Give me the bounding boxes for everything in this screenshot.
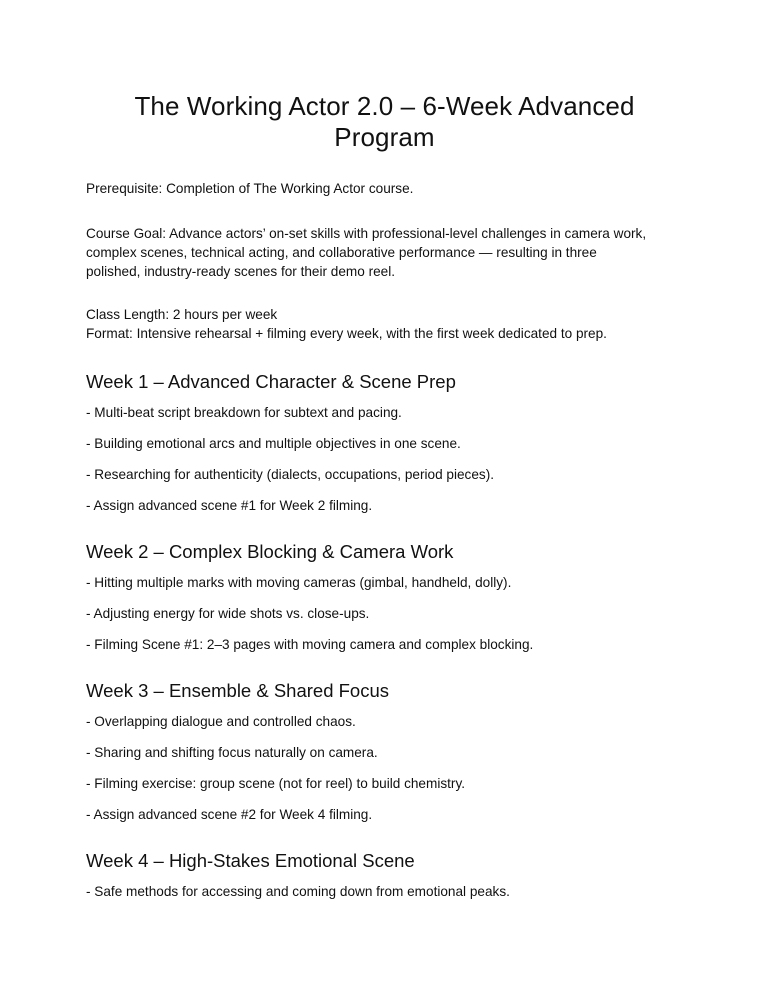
week-1-section [86,371,683,515]
course-goal-text [86,224,683,281]
section-spacer [86,824,683,850]
week-2-item: - Filming Scene #1: 2–3 pages with moving camera and complex blocking. [86,637,534,652]
title-line: Program [334,122,435,152]
week-4-section [86,850,683,901]
week-4-heading: Week 4 – High-Stakes Emotional Scene [86,850,415,871]
week-3-item: - Filming exercise: group scene (not for reel) to build chemistry. [86,776,466,791]
week-3-heading: Week 3 – Ensemble & Shared Focus [86,680,390,701]
week-1-item: - Building emotional arcs and multiple objectives in one scene. [86,436,461,451]
week-1-item: - Multi-beat script breakdown for subtext and pacing. [86,405,402,420]
week-2-heading: Week 2 – Complex Blocking & Camera Work [86,541,454,562]
week-1-item: - Assign advanced scene #1 for Week 2 filming. [86,498,373,513]
prerequisite-text: Prerequisite: Completion of The Working Actor course. [86,181,414,196]
course-goal-line: Course Goal: Advance actors’ on-set skills with professional-level challenges in camera work, [86,226,647,241]
document-title [86,0,683,153]
week-2-section [86,541,683,654]
section-spacer [86,515,683,541]
week-3-section [86,680,683,824]
course-goal-line: complex scenes, technical acting, and collaborative performance — resulting in three [86,245,597,260]
week-2-item: - Hitting multiple marks with moving cameras (gimbal, handheld, dolly). [86,575,512,590]
title-line: The Working Actor 2.0 – 6-Week Advanced [134,91,635,121]
week-1-heading: Week 1 – Advanced Character & Scene Prep [86,371,456,392]
section-spacer [86,654,683,680]
week-3-item: - Sharing and shifting focus naturally on camera. [86,745,378,760]
week-1-item: - Researching for authenticity (dialects, occupations, period pieces). [86,467,495,482]
week-3-item: - Assign advanced scene #2 for Week 4 filming. [86,807,373,822]
class-info [86,305,683,343]
course-goal-line: polished, industry-ready scenes for their demo reel. [86,264,396,279]
week-2-item: - Adjusting energy for wide shots vs. close-ups. [86,606,370,621]
class-length-text: Class Length: 2 hours per week [86,307,278,322]
week-4-item: - Safe methods for accessing and coming down from emotional peaks. [86,884,510,899]
format-text: Format: Intensive rehearsal + filming every week, with the first week dedicated to prep. [86,326,607,341]
week-3-item: - Overlapping dialogue and controlled chaos. [86,714,356,729]
